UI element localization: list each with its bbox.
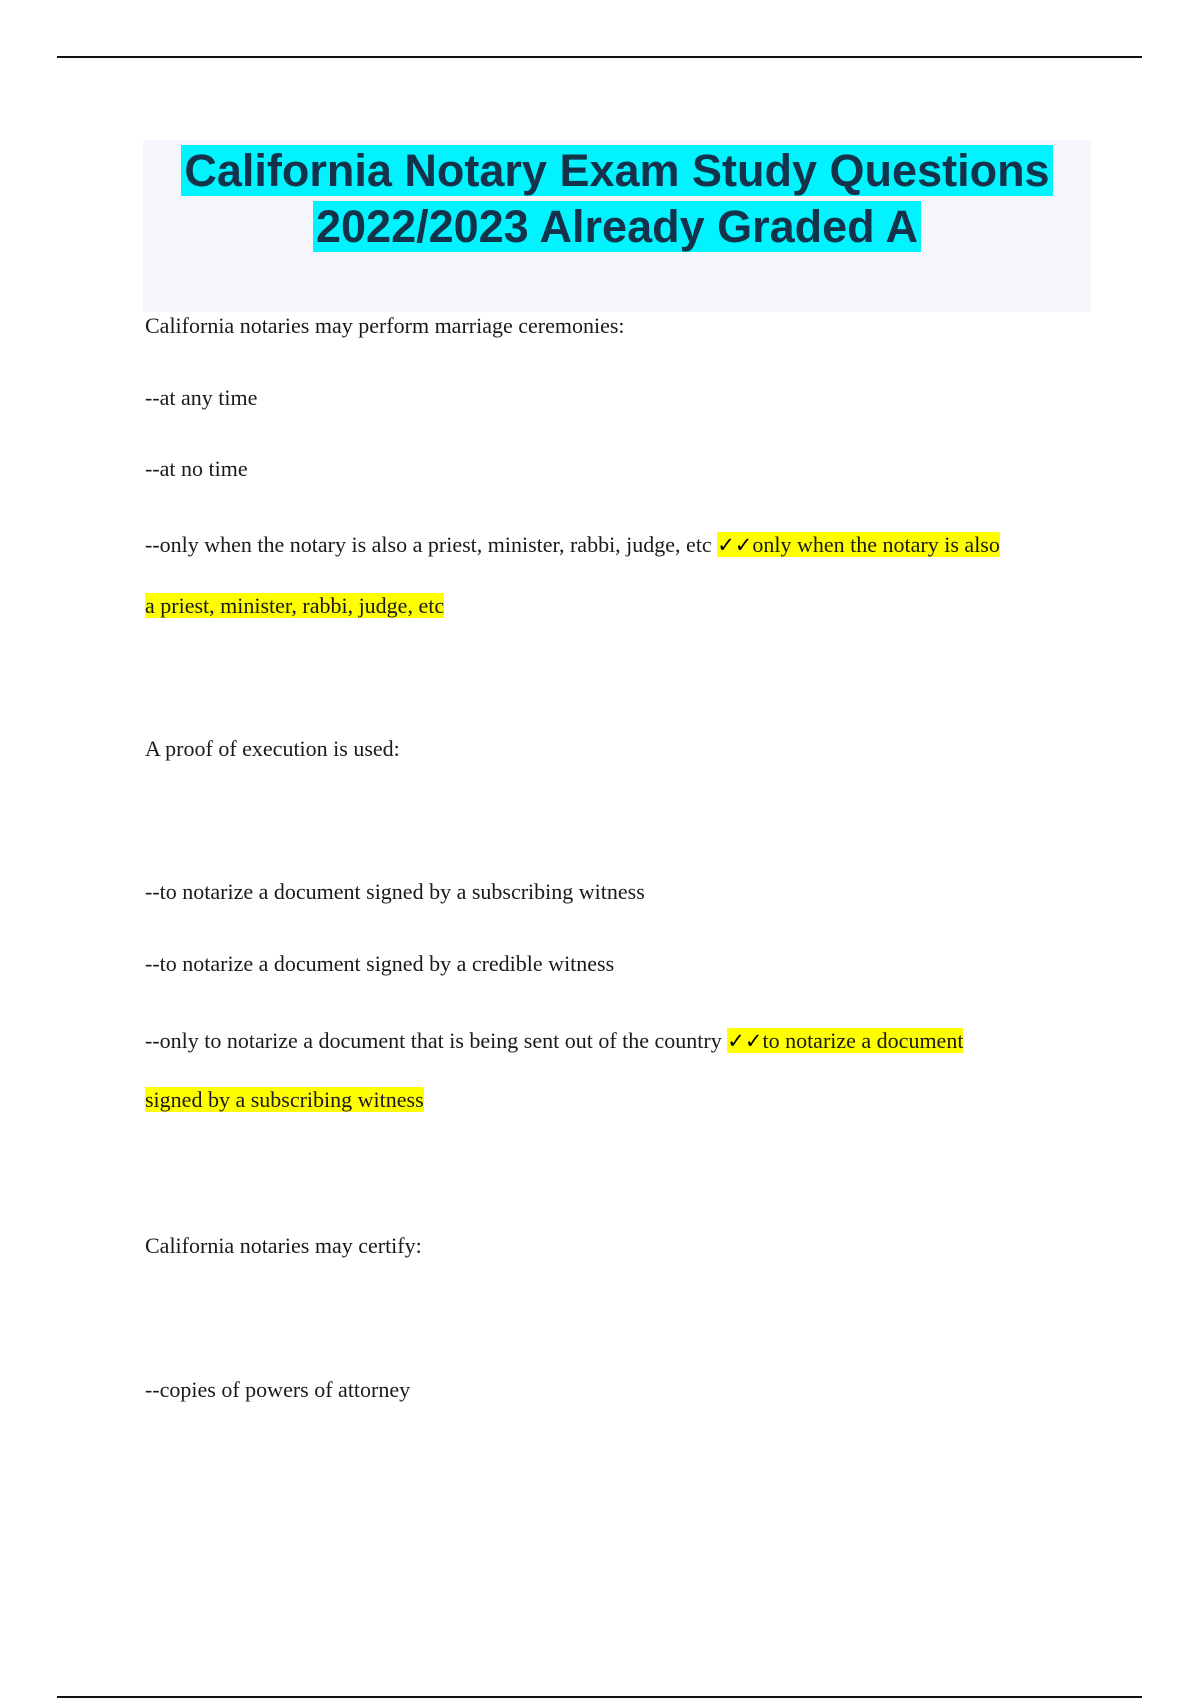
question-1-prompt: California notaries may perform marriage ceremonies: <box>145 313 625 338</box>
question-1-option-3-with-answer <box>145 530 1000 560</box>
title-line-2: 2022/2023 Already Graded A <box>313 201 921 252</box>
question-2-answer-part-1: to notarize a document <box>762 1028 964 1053</box>
question-1-answer-part-2: a priest, minister, rabbi, judge, etc <box>145 593 445 618</box>
question-3-prompt: California notaries may certify: <box>145 1233 422 1258</box>
question-1-option-3: --only when the notary is also a priest, minister, rabbi, judge, etc <box>145 532 712 557</box>
question-2-prompt: A proof of execution is used: <box>145 736 400 761</box>
check-mark-icon: ✓✓ <box>727 1029 763 1053</box>
question-1-answer-continued <box>145 591 444 621</box>
question-2-option-2: --to notarize a document signed by a credible witness <box>145 951 615 976</box>
question-2-option-3-with-answer <box>145 1026 963 1056</box>
question-2-answer-part-2: signed by a subscribing witness <box>145 1087 424 1112</box>
title-line-1: California Notary Exam Study Questions <box>181 145 1052 196</box>
question-1-option-1: --at any time <box>145 385 258 410</box>
question-1-answer-part-1: only when the notary is also <box>752 532 1000 557</box>
question-2-option-3: --only to notarize a document that is being sent out of the country <box>145 1028 722 1053</box>
check-mark-icon: ✓✓ <box>717 533 753 557</box>
question-3-option-1: --copies of powers of attorney <box>145 1377 411 1402</box>
question-2-answer-highlight <box>727 1028 963 1053</box>
top-rule <box>57 56 1142 58</box>
document-title <box>143 143 1091 255</box>
bottom-rule <box>57 1696 1142 1698</box>
question-2-answer-continued <box>145 1085 424 1115</box>
question-2-option-1: --to notarize a document signed by a subscribing witness <box>145 879 645 904</box>
question-1-answer-highlight <box>717 532 1000 557</box>
question-1-option-2: --at no time <box>145 456 248 481</box>
